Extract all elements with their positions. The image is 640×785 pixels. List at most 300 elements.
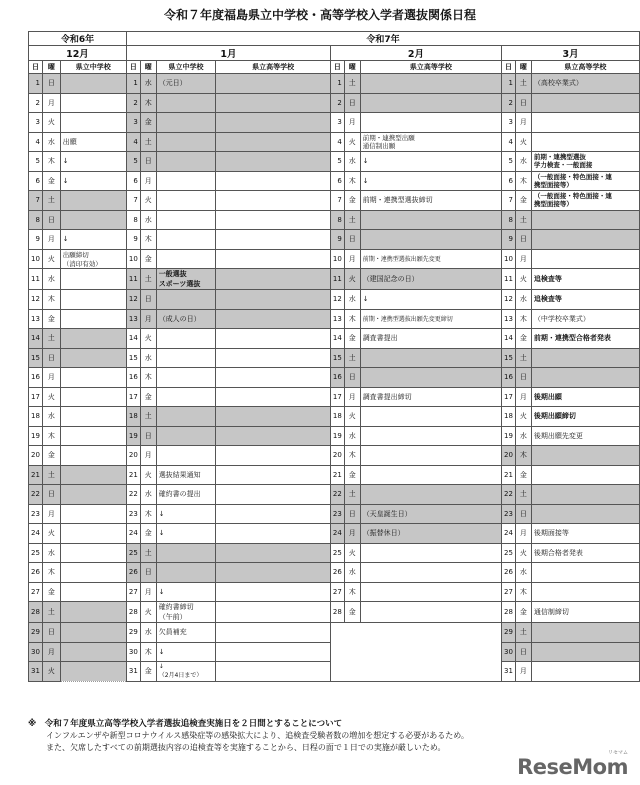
jan-jhs [156,210,216,230]
jan-day: 2 [126,93,140,113]
mar-hs [531,132,639,152]
feb-dow: 水 [344,426,360,446]
dec-day: 21 [29,465,43,485]
col-jhs: 県立中学校 [60,61,126,74]
dec-jhs [60,348,126,368]
dec-day: 15 [29,348,43,368]
jan-jhs [156,426,216,446]
mar-hs: 後期出願締切 [531,407,639,427]
mar-hs [531,368,639,388]
day-row [29,387,640,407]
day-row [29,74,640,94]
dec-jhs [60,485,126,505]
feb-dow: 火 [344,269,360,290]
mar-day: 11 [502,269,516,290]
mar-day: 25 [502,543,516,563]
jan-dow: 土 [140,543,156,563]
jan-dow: 水 [140,348,156,368]
mar-day: 19 [502,426,516,446]
jan-hs [216,309,331,329]
jan-day: 28 [126,602,140,623]
mar-dow: 月 [515,249,531,269]
dec-dow: 月 [42,642,60,662]
dec-day: 5 [29,152,43,172]
day-row [29,93,640,113]
feb-day: 2 [330,93,344,113]
jan-dow: 日 [140,563,156,583]
jan-hs [216,230,331,250]
mar-hs: 通信制締切 [531,602,639,623]
jan-jhs: ↓ [156,642,216,662]
col-hs: 県立高等学校 [531,61,639,74]
mar-day: 16 [502,368,516,388]
jan-jhs [156,171,216,191]
dec-day: 8 [29,210,43,230]
feb-hs: 前期・連携型選抜出願先変更 [360,249,501,269]
era-r7: 令和7年 [126,32,639,46]
jan-hs [216,582,331,602]
mar-hs: 後期出願 [531,387,639,407]
feb-dow: 金 [344,602,360,623]
feb-dow: 日 [344,504,360,524]
mar-day: 27 [502,582,516,602]
feb-day: 14 [330,329,344,349]
jan-jhs: 欠員補充 [156,623,216,643]
feb-dow: 火 [344,543,360,563]
dec-day: 14 [29,329,43,349]
mar-day: 14 [502,329,516,349]
feb-hs: ↓ [360,290,501,310]
dec-day: 30 [29,642,43,662]
dec-jhs [60,465,126,485]
dec-dow: 水 [42,543,60,563]
feb-dow: 木 [344,171,360,191]
day-row [29,348,640,368]
jan-jhs: 確約書の提出 [156,485,216,505]
dec-dow: 金 [42,582,60,602]
mar-hs [531,485,639,505]
dec-dow: 火 [42,524,60,544]
jan-hs [216,74,331,94]
feb-hs: ↓ [360,171,501,191]
jan-day: 7 [126,191,140,211]
dec-dow: 月 [42,504,60,524]
mar-hs [531,249,639,269]
mar-dow: 水 [515,563,531,583]
jan-day: 25 [126,543,140,563]
dec-jhs [60,368,126,388]
mar-hs [531,582,639,602]
dec-dow: 土 [42,602,60,623]
dec-dow: 金 [42,171,60,191]
mar-dow: 土 [515,623,531,643]
dec-day: 2 [29,93,43,113]
jan-jhs: ↓ （2月4日まで） [156,662,216,682]
feb-day: 12 [330,290,344,310]
dec-jhs [60,210,126,230]
feb-hs: 調査書提出締切 [360,387,501,407]
mar-dow: 火 [515,132,531,152]
mar-dow: 水 [515,426,531,446]
jan-dow: 日 [140,426,156,446]
dec-dow: 火 [42,113,60,133]
dec-jhs [60,563,126,583]
mar-day: 10 [502,249,516,269]
jan-day: 15 [126,348,140,368]
jan-dow: 月 [140,309,156,329]
day-row [29,582,640,602]
dec-dow: 日 [42,210,60,230]
jan-day: 18 [126,407,140,427]
dec-jhs [60,582,126,602]
mar-day: 28 [502,602,516,623]
feb-dow: 月 [344,524,360,544]
col-hs: 県立高等学校 [216,61,331,74]
dec-jhs [60,504,126,524]
feb-dow: 木 [344,582,360,602]
mar-dow: 月 [515,387,531,407]
mar-dow: 金 [515,602,531,623]
jan-hs [216,662,331,682]
feb-dow: 水 [344,290,360,310]
day-row [29,368,640,388]
day-row [29,407,640,427]
feb-day: 3 [330,113,344,133]
jan-dow: 日 [140,152,156,172]
mar-hs: 前期・連携型合格者発表 [531,329,639,349]
feb-day: 23 [330,504,344,524]
mar-day: 13 [502,309,516,329]
feb-day: 20 [330,446,344,466]
jan-day: 26 [126,563,140,583]
jan-jhs [156,543,216,563]
mar-dow: 月 [515,113,531,133]
feb-hs [360,93,501,113]
jan-jhs: （元日） [156,74,216,94]
mar-day: 31 [502,662,516,682]
dec-jhs [60,309,126,329]
notes [28,718,628,754]
feb-day: 15 [330,348,344,368]
feb-day: 9 [330,230,344,250]
dec-day: 31 [29,662,43,682]
feb-dow: 日 [344,230,360,250]
dec-jhs: ↓ [60,171,126,191]
jan-hs [216,465,331,485]
jan-jhs: 選抜結果通知 [156,465,216,485]
jan-hs [216,249,331,269]
jan-dow: 日 [140,290,156,310]
dec-jhs [60,93,126,113]
month-dec: 12月 [29,46,127,61]
jan-jhs [156,290,216,310]
col-dow: 曜 [515,61,531,74]
dec-day: 26 [29,563,43,583]
jan-jhs: ↓ [156,582,216,602]
feb-hs [360,230,501,250]
jan-dow: 土 [140,132,156,152]
feb-hs [360,113,501,133]
jan-jhs [156,368,216,388]
mar-dow: 木 [515,446,531,466]
mar-day: 12 [502,290,516,310]
feb-hs [360,582,501,602]
col-dow: 曜 [344,61,360,74]
dec-dow: 日 [42,348,60,368]
feb-dow: 月 [344,249,360,269]
jan-hs [216,602,331,623]
day-row [29,230,640,250]
feb-day: 16 [330,368,344,388]
feb-dow: 木 [344,309,360,329]
dec-day: 20 [29,446,43,466]
dec-day: 17 [29,387,43,407]
feb-hs: ↓ [360,152,501,172]
feb-day: 21 [330,465,344,485]
mar-dow: 火 [515,407,531,427]
jan-hs [216,426,331,446]
dec-dow: 火 [42,662,60,682]
mar-day: 20 [502,446,516,466]
jan-hs [216,446,331,466]
feb-hs [360,446,501,466]
dec-day: 23 [29,504,43,524]
mar-hs [531,230,639,250]
mar-hs [531,348,639,368]
feb-dow: 土 [344,210,360,230]
mar-day: 18 [502,407,516,427]
mar-day: 5 [502,152,516,172]
jan-dow: 火 [140,329,156,349]
schedule-table [28,31,640,682]
feb-dow: 日 [344,93,360,113]
note-heading: ※ 令和７年度県立高等学校入学者選抜追検査実施日を２日間とすることについて [28,719,343,729]
dec-jhs [60,290,126,310]
jan-jhs: （成人の日） [156,309,216,329]
jan-dow: 水 [140,623,156,643]
feb-dow: 火 [344,132,360,152]
jan-dow: 金 [140,524,156,544]
mar-dow: 土 [515,348,531,368]
dec-jhs [60,407,126,427]
jan-day: 6 [126,171,140,191]
dec-day: 16 [29,368,43,388]
dec-dow: 木 [42,152,60,172]
dec-jhs [60,329,126,349]
mar-hs [531,210,639,230]
jan-dow: 火 [140,602,156,623]
mar-dow: 土 [515,74,531,94]
mar-day: 22 [502,485,516,505]
jan-hs [216,210,331,230]
jan-hs [216,348,331,368]
col-day: 日 [29,61,43,74]
jan-day: 11 [126,269,140,290]
jan-hs [216,623,331,643]
col-hs: 県立高等学校 [360,61,501,74]
dec-dow: 土 [42,329,60,349]
dec-dow: 水 [42,269,60,290]
dec-dow: 火 [42,387,60,407]
mar-hs [531,113,639,133]
mar-dow: 月 [515,524,531,544]
jan-jhs [156,152,216,172]
mar-dow: 木 [515,171,531,191]
mar-dow: 木 [515,582,531,602]
day-row [29,132,640,152]
feb-dow: 木 [344,446,360,466]
mar-dow: 金 [515,465,531,485]
jan-day: 4 [126,132,140,152]
dec-day: 6 [29,171,43,191]
jan-hs [216,407,331,427]
mar-dow: 月 [515,662,531,682]
feb-hs [360,348,501,368]
jan-dow: 金 [140,387,156,407]
jan-day: 3 [126,113,140,133]
jan-dow: 水 [140,485,156,505]
jan-day: 30 [126,642,140,662]
jan-hs [216,132,331,152]
mar-day: 29 [502,623,516,643]
feb-hs: （天皇誕生日） [360,504,501,524]
dec-day: 10 [29,249,43,269]
jan-day: 17 [126,387,140,407]
feb-day: 4 [330,132,344,152]
jan-hs [216,93,331,113]
jan-day: 23 [126,504,140,524]
dec-day: 4 [29,132,43,152]
jan-jhs [156,329,216,349]
day-row [29,426,640,446]
mar-dow: 日 [515,642,531,662]
col-day: 日 [330,61,344,74]
jan-hs [216,387,331,407]
day-row [29,623,640,643]
dec-jhs: 出願締切 （消印有効） [60,249,126,269]
feb-hs [360,210,501,230]
mar-hs [531,465,639,485]
day-row [29,485,640,505]
col-dow: 曜 [42,61,60,74]
jan-jhs: ↓ [156,504,216,524]
jan-hs [216,152,331,172]
mar-day: 3 [502,113,516,133]
day-row [29,329,640,349]
jan-jhs [156,407,216,427]
jan-day: 24 [126,524,140,544]
dec-jhs [60,524,126,544]
jan-day: 21 [126,465,140,485]
dec-jhs [60,623,126,643]
dec-jhs [60,543,126,563]
day-row [29,290,640,310]
feb-dow: 金 [344,465,360,485]
jan-dow: 木 [140,368,156,388]
feb-hs [360,426,501,446]
mar-day: 26 [502,563,516,583]
mar-dow: 日 [515,93,531,113]
feb-dow: 火 [344,407,360,427]
feb-hs [360,465,501,485]
feb-hs [360,485,501,505]
feb-hs [360,407,501,427]
jan-hs [216,524,331,544]
jan-dow: 木 [140,230,156,250]
dec-dow: 日 [42,74,60,94]
dec-jhs: ↓ [60,230,126,250]
mar-day: 17 [502,387,516,407]
feb-day: 6 [330,171,344,191]
mar-dow: 金 [515,329,531,349]
jan-dow: 木 [140,642,156,662]
feb-day: 10 [330,249,344,269]
day-row [29,524,640,544]
era-r6: 令和6年 [29,32,127,46]
feb-dow: 土 [344,74,360,94]
feb-hs [360,602,501,623]
mar-day: 8 [502,210,516,230]
mar-dow: 金 [515,191,531,211]
dec-jhs [60,602,126,623]
mar-day: 7 [502,191,516,211]
jan-hs [216,113,331,133]
dec-jhs: 出願 [60,132,126,152]
jan-dow: 水 [140,74,156,94]
dec-dow: 金 [42,446,60,466]
dec-day: 1 [29,74,43,94]
jan-dow: 月 [140,446,156,466]
jan-day: 29 [126,623,140,643]
feb-empty [330,623,501,682]
dec-day: 27 [29,582,43,602]
mar-dow: 日 [515,368,531,388]
jan-jhs: 一般選抜 スポーツ選抜 [156,269,216,290]
jan-jhs [156,387,216,407]
jan-dow: 水 [140,210,156,230]
mar-hs [531,93,639,113]
mar-hs [531,623,639,643]
dec-day: 22 [29,485,43,505]
feb-dow: 月 [344,113,360,133]
dec-jhs [60,642,126,662]
dec-dow: 水 [42,132,60,152]
mar-dow: 木 [515,309,531,329]
mar-dow: 土 [515,210,531,230]
mar-dow: 日 [515,504,531,524]
jan-jhs: ↓ [156,524,216,544]
feb-day: 13 [330,309,344,329]
logo-sub: リセマム [608,750,628,756]
jan-dow: 金 [140,662,156,682]
dec-jhs [60,191,126,211]
jan-day: 13 [126,309,140,329]
day-row [29,113,640,133]
mar-hs: （一般面接・特色面接・連 携型面接等） [531,191,639,211]
mar-day: 24 [502,524,516,544]
day-row [29,191,640,211]
jan-hs [216,563,331,583]
jan-day: 19 [126,426,140,446]
dec-day: 24 [29,524,43,544]
dec-jhs: ↓ [60,152,126,172]
feb-hs: （振替休日） [360,524,501,544]
jan-day: 8 [126,210,140,230]
jan-dow: 土 [140,407,156,427]
col-dow: 曜 [140,61,156,74]
feb-day: 18 [330,407,344,427]
mar-hs: 後期合格者発表 [531,543,639,563]
